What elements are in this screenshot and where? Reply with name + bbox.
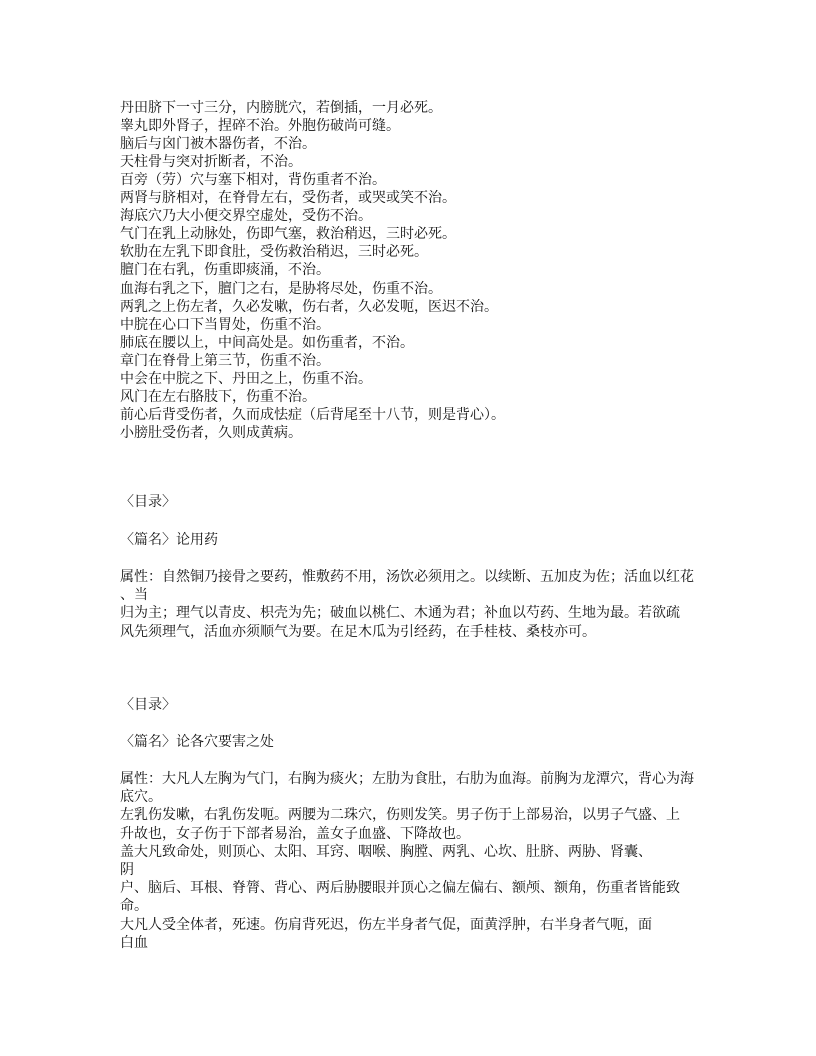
text-line: 天柱骨与突对折断者，不治。: [120, 154, 302, 171]
paragraph-line: 白血: [120, 934, 148, 951]
text-line: 百旁（劳）穴与塞下相对，背伤重者不治。: [120, 172, 386, 189]
toc-marker: 〈目录〉: [120, 697, 176, 713]
paragraph-line: 命。: [120, 898, 148, 915]
paragraph-line: 属性：自然铜乃接骨之要药，惟敷药不用，汤饮必须用之。以续断、五加皮为佐；活血以红花: [120, 569, 694, 585]
paragraph-line: 、当: [120, 587, 148, 604]
text-line: 两乳之上伤左者，久必发嗽，伤右者，久必发呃，医迟不治。: [120, 298, 498, 315]
paragraph-line: 风先须理气，活血亦须顺气为要。在足木瓜为引经药，在手桂枝、桑枝亦可。: [120, 623, 596, 640]
paragraph-line: 底穴。: [120, 789, 162, 806]
text-line: 丹田脐下一寸三分，内膀胱穴，若倒插，一月必死。: [120, 100, 442, 116]
paragraph-line: 户、脑后、耳根、脊膂、背心、两后胁腰眼并顶心之偏左偏右、额颅、额角，伤重者皆能致: [120, 880, 680, 897]
text-line: 气门在乳上动脉处，伤即气塞，救治稍迟，三时必死。: [120, 226, 456, 243]
text-line: 膻门在右乳，伤重即痰涌，不治。: [120, 262, 330, 279]
text-line: 小膀肚受伤者，久则成黄病。: [120, 424, 302, 441]
paragraph-line: 归为主；理气以青皮、枳壳为先；破血以桃仁、木通为君；补血以芍药、生地为最。若欲疏: [120, 605, 680, 622]
paragraph-line: 左乳伤发嗽，右乳伤发呃。两腰为二珠穴，伤则发笑。男子伤于上部易治，以男子气盛、上: [120, 807, 680, 824]
toc-marker: 〈目录〉: [120, 494, 176, 510]
text-line: 中会在中脘之下、丹田之上，伤重不治。: [120, 370, 372, 387]
text-line: 风门在左右胳肢下，伤重不治。: [120, 388, 316, 405]
section-title: 〈篇名〉论用药: [120, 532, 218, 548]
paragraph-line: 升故也，女子伤于下部者易治，盖女子血盛、下降故也。: [120, 825, 470, 842]
text-line: 海底穴乃大小便交界空虚处，受伤不治。: [120, 208, 372, 225]
paragraph-line: 阴: [120, 862, 134, 878]
paragraph-line: 属性：大凡人左胸为气门，右胸为痰火；左肋为食肚，右肋为血海。前胸为龙潭穴，背心为海: [120, 771, 694, 787]
text-line: 两肾与脐相对，在脊骨左右，受伤者，或哭或笑不治。: [120, 190, 456, 207]
text-line: 睾丸即外肾子，捏碎不治。外胞伤破尚可缝。: [120, 118, 400, 135]
section-title: 〈篇名〉论各穴要害之处: [120, 734, 274, 750]
text-line: 肺底在腰以上，中间高处是。如伤重者，不治。: [120, 334, 414, 351]
text-line: 软肋在左乳下即食肚，受伤救治稍迟，三时必死。: [120, 244, 428, 261]
paragraph-line: 大凡人受全体者，死速。伤肩背死迟，伤左半身者气促，面黄浮肿，右半身者气呃，面: [120, 916, 652, 933]
text-line: 血海右乳之下，膻门之右，是胁将尽处，伤重不治。: [120, 280, 442, 297]
text-line: 章门在脊骨上第三节，伤重不治。: [120, 352, 330, 369]
text-line: 脑后与囟门被木器伤者，不治。: [120, 136, 316, 153]
paragraph-line: 盖大凡致命处，则顶心、太阳、耳窍、咽喉、胸膛、两乳、心坎、肚脐、两胁、肾囊、: [120, 843, 652, 860]
text-line: 前心后背受伤者，久而成怯症（后背尾至十八节，则是背心）。: [120, 406, 505, 423]
text-line: 中脘在心口下当胃处，伤重不治。: [120, 316, 330, 333]
